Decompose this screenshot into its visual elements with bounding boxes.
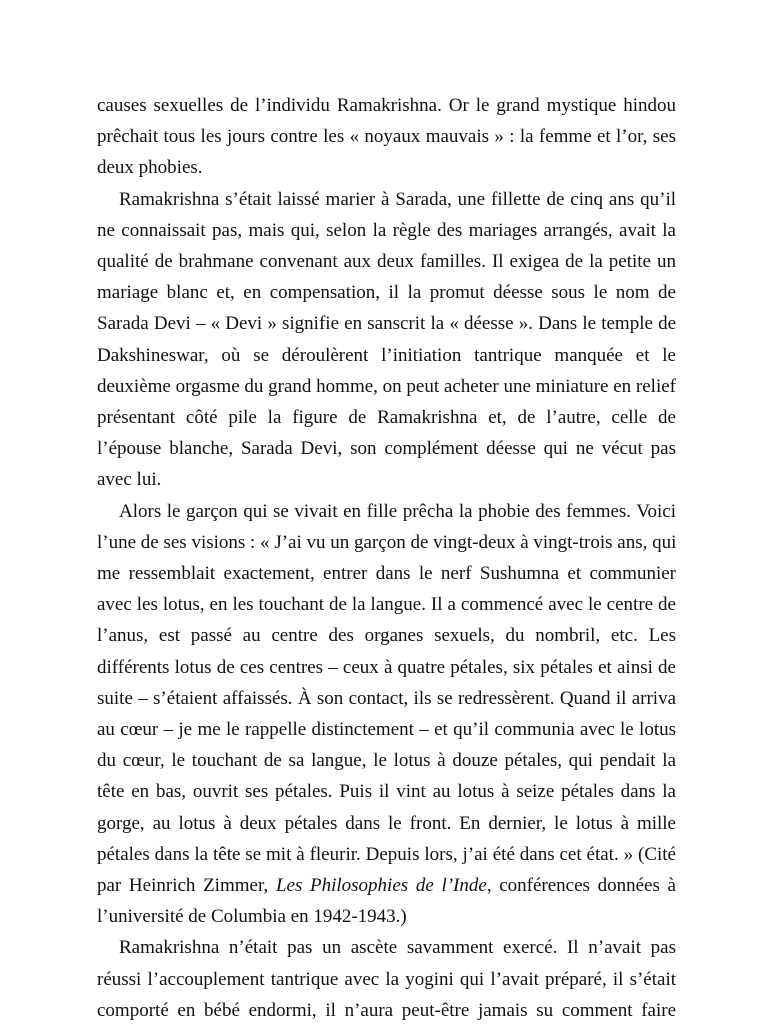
text-line: Dakshineswar, où se déroulèrent l’initiation tantrique manquée et le (97, 344, 676, 366)
text-line: Sarada Devi – « Devi » signifie en sanscrit la « déesse ». Dans le temple de (97, 313, 676, 335)
book-title: Les Philosophies de l’Inde (275, 875, 487, 897)
text-line: au cœur – je me le rappelle distinctement – et qu’il communia avec le lotus (97, 719, 676, 741)
text-line: causes sexuelles de l’individu Ramakrishna. Or le grand mystique hindou (97, 95, 676, 116)
text-line: l’anus, est passé au centre des organes sexuels, du nombril, etc. Les (97, 625, 676, 647)
paragraph-4 (97, 932, 676, 1026)
text-line: Ramakrishna n’était pas un ascète savamment exercé. Il n’avait pas (119, 937, 676, 959)
text-line: prêchait tous les jours contre les « noyaux mauvais » : la femme et l’or, ses (97, 126, 676, 148)
text-line: mariage blanc et, en compensation, il la promut déesse sous le nom de (97, 282, 676, 304)
text-line: comporté en bébé endormi, il n’aura peut-être jamais su comment faire (97, 999, 676, 1021)
text-line: différents lotus de ces centres – ceux à quatre pétales, six pétales et ainsi de (97, 656, 676, 678)
paragraph-1 (97, 90, 676, 184)
text-line: me ressemblait exactement, entrer dans le nerf Sushumna et communier (97, 563, 676, 585)
page-body (97, 90, 676, 1026)
text-line: Alors le garçon qui se vivait en fille prêcha la phobie des femmes. Voici (119, 500, 676, 522)
text-line: l’une de ses visions : « J’ai vu un garçon de vingt-deux à vingt-trois ans, qui (97, 531, 677, 553)
citation-prefix: par Heinrich Zimmer, (97, 875, 276, 897)
text-line: suite – s’étaient affaissés. À son contact, ils se redressèrent. Quand il arriva (97, 687, 676, 709)
text-line: l’université de Columbia en 1942-1943.) (97, 906, 407, 928)
text-line: deuxième orgasme du grand homme, on peut acheter une miniature en relief (97, 375, 676, 397)
text-line: gorge, au lotus à deux pétales dans le front. En dernier, le lotus à mille (97, 812, 676, 834)
text-line: Ramakrishna s’était laissé marier à Sarada, une fillette de cinq ans qu’il (119, 188, 676, 210)
text-line: qualité de brahmane convenant aux deux familles. Il exigea de la petite un (97, 251, 676, 273)
text-line: ne connaissait pas, mais qui, selon la règle des mariages arrangés, avait la (97, 219, 676, 241)
text-line: du cœur, le touchant de sa langue, le lotus à douze pétales, qui pendait la (97, 750, 676, 772)
text-line: deux phobies. (97, 157, 203, 179)
citation-line (97, 870, 676, 901)
text-line: tête en bas, ouvrit ses pétales. Puis il vint au lotus à seize pétales dans la (97, 781, 676, 803)
text-line: pétales dans la tête se mit à fleurir. Depuis lors, j’ai été dans cet état. » (Cité (97, 843, 676, 865)
paragraph-2 (97, 184, 676, 496)
citation-suffix: , conférences données à (486, 875, 676, 897)
paragraph-3 (97, 496, 676, 933)
text-line: réussi l’accouplement tantrique avec la yogini qui l’avait préparé, il s’était (97, 968, 676, 990)
text-line: l’épouse blanche, Sarada Devi, son complément déesse qui ne vécut pas (97, 438, 676, 460)
text-line: avec lui. (97, 469, 162, 491)
text-line: présentant côté pile la figure de Ramakrishna et, de l’autre, celle de (97, 407, 676, 429)
text-line: avec les lotus, en les touchant de la langue. Il a commencé avec le centre de (97, 594, 676, 616)
